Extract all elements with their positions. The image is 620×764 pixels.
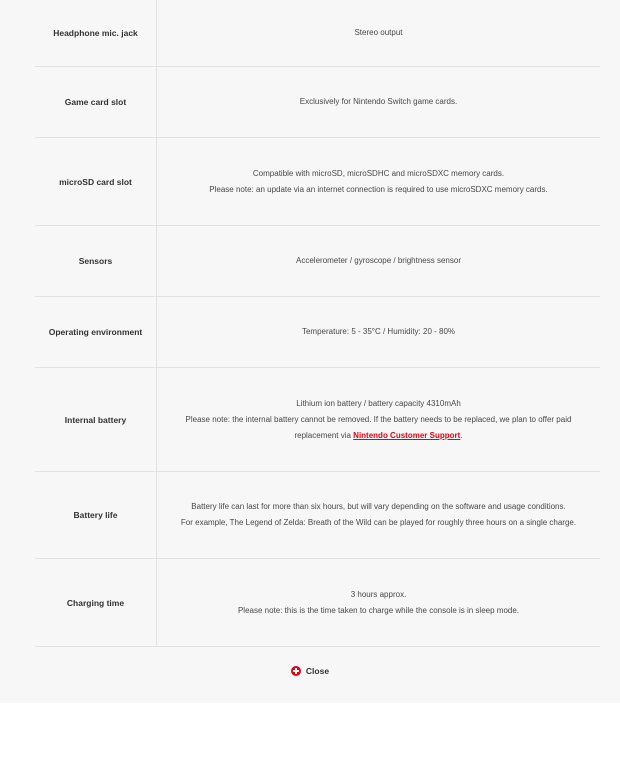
spec-value-line: For example, The Legend of Zelda: Breath of the Wild can be played for roughly three hours on a single charge.	[180, 518, 577, 527]
spec-row-battery-life	[35, 472, 600, 559]
spec-label: Operating environment	[35, 297, 157, 367]
spec-value	[157, 559, 600, 646]
spec-value-line	[171, 412, 586, 444]
spec-row-internal-battery	[35, 368, 600, 472]
spec-value	[157, 297, 600, 367]
spec-row-operating-environment	[35, 297, 600, 368]
spec-value-line: Lithium ion battery / battery capacity 4310mAh	[296, 398, 461, 408]
spec-value-line: Please note: this is the time taken to charge while the console is in sleep mode.	[237, 605, 520, 615]
spec-value-line: Battery life can last for more than six hours, but will vary depending on the software and usage conditions.	[191, 502, 566, 511]
spec-value-line: Exclusively for Nintendo Switch game cards.	[299, 97, 458, 106]
spec-row-game-card-slot	[35, 67, 600, 138]
close-bar	[0, 664, 620, 678]
spec-label: Internal battery	[35, 368, 157, 471]
spec-value-line: Accelerometer / gyroscope / brightness sensor	[296, 256, 461, 265]
spec-label: Sensors	[35, 226, 157, 296]
customer-support-link[interactable]: Nintendo Customer Support	[353, 430, 461, 440]
spec-value-line: Stereo output	[354, 28, 403, 37]
spec-row-charging-time	[35, 559, 600, 647]
spec-row-sensors	[35, 226, 600, 297]
spec-value	[157, 368, 600, 471]
close-icon	[291, 666, 301, 676]
spec-value-line: Temperature: 5 - 35°C / Humidity: 20 - 80%	[301, 327, 456, 336]
spec-value-line: Compatible with microSD, microSDHC and microSDXC memory cards.	[252, 168, 505, 178]
spec-value-suffix: .	[460, 430, 463, 440]
spec-label: Headphone mic. jack	[35, 0, 157, 66]
spec-value	[157, 226, 600, 296]
spec-value	[157, 138, 600, 225]
spec-value	[157, 67, 600, 137]
spec-label: Game card slot	[35, 67, 157, 137]
spec-row-microsd-slot	[35, 138, 600, 226]
spec-value-line: Please note: an update via an internet connection is required to use microSDXC memory cards.	[209, 184, 548, 194]
spec-label: Charging time	[35, 559, 157, 646]
specs-table	[35, 0, 600, 647]
spec-label: microSD card slot	[35, 138, 157, 225]
spec-value	[157, 472, 600, 558]
spec-value	[157, 0, 600, 66]
spec-value-text: Please note: the internal battery cannot be removed. If the battery needs to be replaced, we plan to offer paid replacement via	[185, 414, 572, 440]
spec-label: Battery life	[35, 472, 157, 558]
close-label: Close	[305, 666, 330, 676]
close-button[interactable]	[287, 664, 333, 678]
spec-value-line: 3 hours approx.	[350, 589, 407, 599]
spec-row-headphone-jack	[35, 0, 600, 67]
